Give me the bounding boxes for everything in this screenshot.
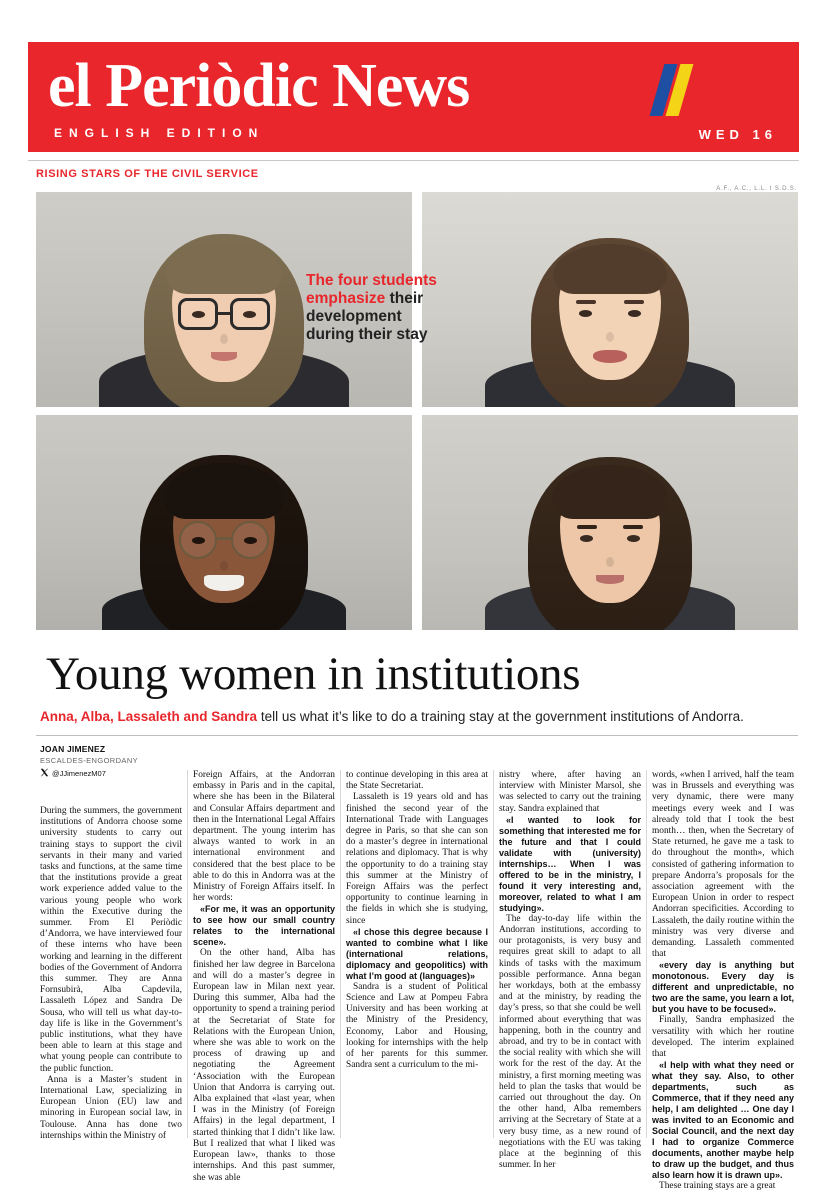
masthead-edition: ENGLISH EDITION [54, 126, 265, 140]
byline-name: JOAN JIMENEZ [40, 744, 106, 754]
paragraph: nistry where, after having an interview with Minister Marsol, she was selected to carry out the training stay. Sandra explained that [499, 770, 641, 814]
divider-top [28, 160, 799, 161]
column-1 [40, 806, 182, 1140]
masthead-title: el Periòdic News [48, 52, 470, 120]
paragraph-highlight: «every day is anything but monotonous. Every day is different and unpredictable, no two are the same, you learn a lot, but you have to be focused». [652, 960, 794, 1015]
photo-credit: A.F., A.C., L.L. I S.D.S. [716, 186, 797, 192]
standfirst-names: Anna, Alba, Lassaleth and Sandra [40, 709, 258, 724]
pull-quote-dark: their development during their stay [306, 290, 428, 343]
standfirst-text: tell us what it’s like to do a training stay at the government institutions of Andorra. [257, 709, 744, 724]
paragraph: During the summers, the government institutions of Andorra choose some university students to carry out training stays to support the civil servants in their many and varied tasks and functions, at the same time that the institutions provide a great work experience added value to the various young people who work within the Executive during the summer. From El Periòdic d’Andorra, we have interviewed four of these interns who have been working and learning in the different bodies of the Government of Andorra this summer. They are Anna Fornsubirà, Alba Capdevila, Lassaleth López and Sandra De Sousa, who will tell us what day-to-day life is like in the Government’s public institutions, what they have been able to learn at this stage and what young people can contribute to the public function. [40, 806, 182, 1074]
paragraph-highlight: «I chose this degree because I wanted to combine what I like (international relations, diplomacy and geopolitics) with what I’m good at (languages)» [346, 926, 488, 981]
page-title: Young women in institutions [46, 648, 581, 700]
paragraph-highlight: «I wanted to look for something that interested me for the future and that I could validate with (university) internships… When I was offered to be in the ministry, I found it very interesting and, moreover, related to what I am studying». [499, 814, 641, 913]
paragraph-highlight: «For me, it was an opportunity to see how our small country relates to the international scene». [193, 904, 335, 948]
paragraph: Anna is a Master’s student in International Law, specializing in European Union (EU) law and minoring in European social law, in Toulouse. Anna has done two internships within the Ministry of [40, 1074, 182, 1141]
column-3 [346, 770, 488, 1071]
section-kicker: RISING STARS OF THE CIVIL SERVICE [36, 168, 259, 180]
photo-lassaleth [36, 415, 412, 630]
byline-handle: @JJimenezM07 [52, 769, 106, 778]
column-2 [193, 770, 335, 1184]
pull-quote-red: The four students emphasize [306, 272, 437, 307]
paragraph: These training stays are a great [659, 1181, 776, 1192]
photo-alba [422, 192, 798, 407]
paragraph: Lassaleth is 19 years old and has finished the second year of the International Trade with Languages degree in Paris, so that she can son do a master’s degree in international relations and diplomacy. That is why the opportunity to do a training stay this summer at the Ministry of Foreign Affairs was the perfect opportunity to continue learning in the fields in which she is studying, since [346, 792, 488, 926]
byline-place: ESCALDES-ENGORDANY [40, 756, 139, 765]
pull-quote [306, 272, 448, 344]
article-body [40, 770, 795, 1192]
paragraph: The day-to-day life within the Andorran institutions, according to our protagonists, is very busy and requires great skill to adapt to all kinds of tasks with the maximum possible performance. Anna began her workdays, both at the embassy and at the ministry, by reading the day’s press, so that she could be well informed about everything that was happening, both in the country and abroad, and try to be in contact with the social reality with which she will work for the rest of the day. At the ministry, a first morning meeting was held to plan the tasks that would be carried out throughout the day. On the other hand, Alba remembers arriving at the Secretary of State at a very busy time, as a new round of negotiations with the EU was taking place at the beginning of this summer. In her [499, 913, 641, 1171]
andorra-flag-icon [657, 64, 713, 116]
paragraph-highlight: «I help with what they need or what they say. Also, to other departments, such as Commerce, that if they need any help, I am delighted … One day I was invited to an Economic and Social Council, and the next day I had to organize Commerce documents, another maybe help to draw up the budget, and thus also learn how it is drawn up». [652, 1060, 794, 1181]
masthead-date: WED 16 [698, 127, 777, 142]
paragraph: Sandra is a student of Political Science and Law at Pompeu Fabra University and has been working at the Ministry of the Presidency, Economy, Labor and Housing, looking for internships with the help of her parents for this summer. Sandra sent a curriculum to the mi- [346, 981, 488, 1071]
divider-standfirst [36, 735, 798, 736]
photo-sandra [422, 415, 798, 630]
paragraph: On the other hand, Alba has finished her law degree in Barcelona and will do a master’s degree in European law in Milan next year. During this summer, Alba had the opportunity to spend a training period at the Secretariat of State for Relations with the European Union, where she was able to work on the process of drawing up and negotiating the Agreement ‘Association with the European Union that Andorra is carrying out. Alba explained that «last year, when I was in the Ministry (of Foreign Affairs) in the legal department, I started thinking that I didn’t like law. But I realized that what I liked was European law», thanks to those internships. And this past summer, she was able [193, 948, 335, 1183]
standfirst [40, 708, 800, 726]
paragraph: words, «when I arrived, half the team was in Brussels and everything was very dynamic, there were many meetings every week and I was already told that I took the best month… then, when the Secretary of State returned, he gave me a task to do throughout the month», which consisted of gathering information to prepare Andorra’s proposals for the association agreement with the European Union in order to respect Andorran specificities. According to Lassaleth, the daily routine within the ministry was very diverse and demanding. Lassaleth commented that [652, 770, 794, 960]
photo-grid [36, 192, 798, 630]
paragraph: Finally, Sandra emphasized the versatility with which her routine developed. The interim explained that [652, 1015, 794, 1060]
paragraph: Foreign Affairs, at the Andorran embassy in Paris and in the capital, where she has been in the Bilateral and Consular Affairs department and then in the International Legal Affairs department. The young interim has always wanted to work in an international environment and considered that the best place to be able to do this in Andorra was at the Ministry of Foreign Affairs itself. In her words: [193, 770, 335, 904]
column-5 [652, 770, 794, 1192]
paragraph: to continue developing in this area at the State Secretariat. [346, 770, 488, 792]
column-4 [499, 770, 641, 1171]
masthead [28, 42, 799, 152]
